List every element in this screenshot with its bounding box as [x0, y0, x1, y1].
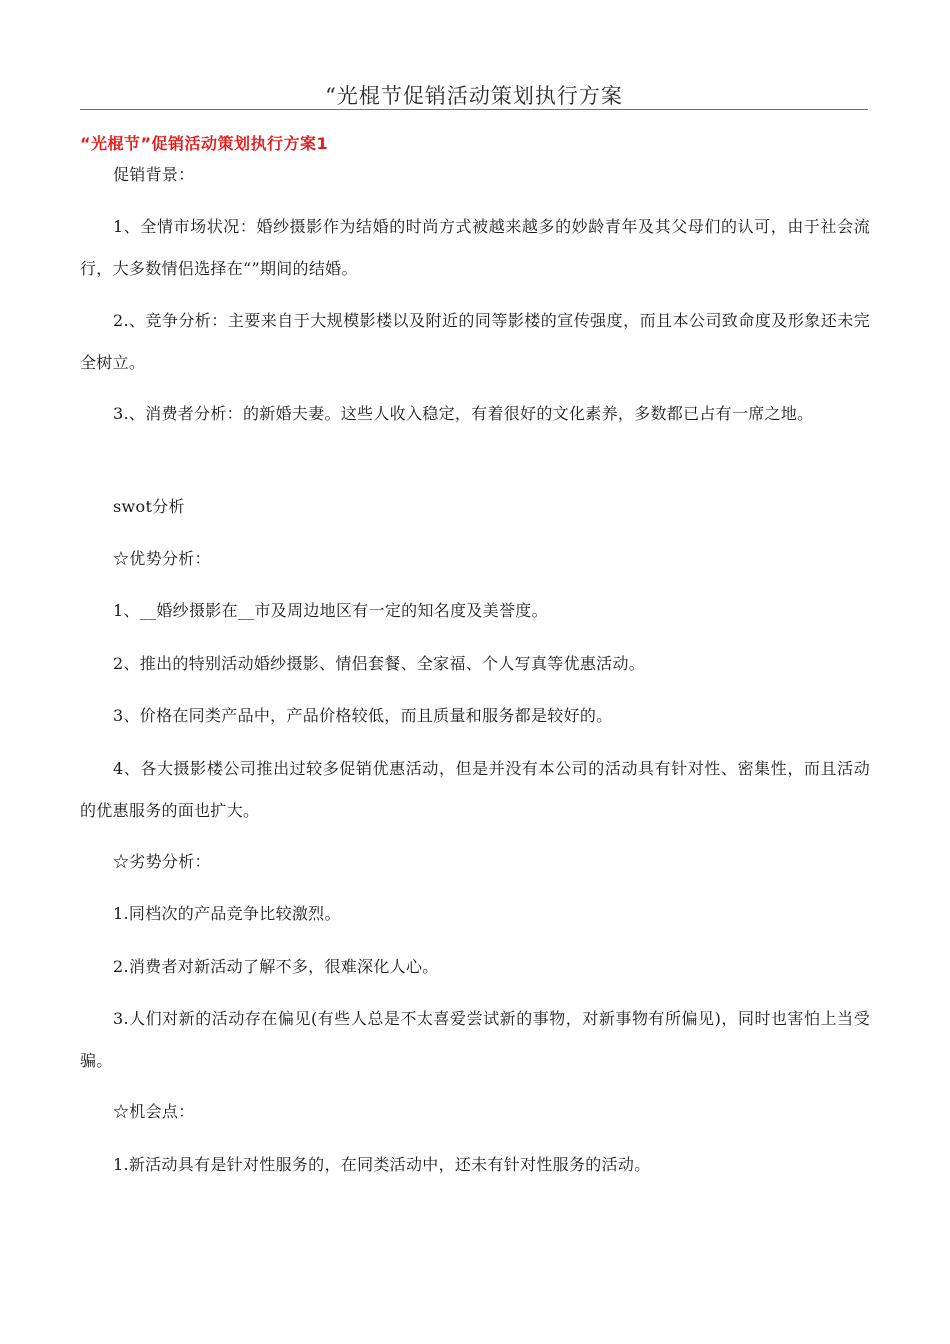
paragraph-strength-4: 4、各大摄影楼公司推出过较多促销优惠活动，但是并没有本公司的活动具有针对性、密集性，而且活动的优惠服务的面也扩大。: [80, 759, 870, 820]
paragraph-competition: 2.、竞争分析：主要来自于大规模影楼以及附近的同等影楼的宣传强度，而且本公司致命度及形象还未完全树立。: [80, 311, 870, 372]
paragraph-strengths-heading: ☆优势分析：: [113, 549, 211, 568]
paragraph-opportunities-heading: ☆机会点：: [113, 1102, 195, 1121]
paragraph-swot-heading: swot分析: [113, 497, 185, 516]
paragraph-weaknesses-heading: ☆劣势分析：: [113, 852, 211, 871]
paragraph-market-status: 1、全情市场状况：婚纱摄影作为结婚的时尚方式被越来越多的妙龄青年及其父母们的认可，由于社会流行，大多数情侣选择在“”期间的结婚。: [80, 217, 870, 278]
document-title: “光棍节”促销活动策划执行方案1: [80, 134, 329, 153]
paragraph-weakness-2: 2.消费者对新活动了解不多，很难深化人心。: [113, 957, 439, 976]
paragraph-strength-1: 1、__婚纱摄影在__市及周边地区有一定的知名度及美誉度。: [113, 601, 548, 620]
paragraph-opportunity-1: 1.新活动具有是针对性服务的，在同类活动中，还未有针对性服务的活动。: [113, 1155, 651, 1174]
paragraph-consumer: 3.、消费者分析：的新婚夫妻。这些人收入稳定，有着很好的文化素养，多数都已占有一席之地。: [113, 404, 814, 423]
page-header-title: “光棍节促销活动策划执行方案: [325, 84, 623, 108]
paragraph-strength-3: 3、价格在同类产品中，产品价格较低，而且质量和服务都是较好的。: [113, 706, 613, 725]
paragraph-weakness-1: 1.同档次的产品竞争比较激烈。: [113, 904, 341, 923]
paragraph-weakness-3: 3.人们对新的活动存在偏见(有些人总是不太喜爱尝试新的事物，对新事物有所偏见)，同时也害怕上当受骗。: [80, 1009, 870, 1070]
paragraph-background-heading: 促销背景：: [113, 165, 195, 184]
header-divider: [80, 109, 868, 110]
paragraph-strength-2: 2、推出的特别活动婚纱摄影、情侣套餐、全家福、个人写真等优惠活动。: [113, 654, 646, 673]
